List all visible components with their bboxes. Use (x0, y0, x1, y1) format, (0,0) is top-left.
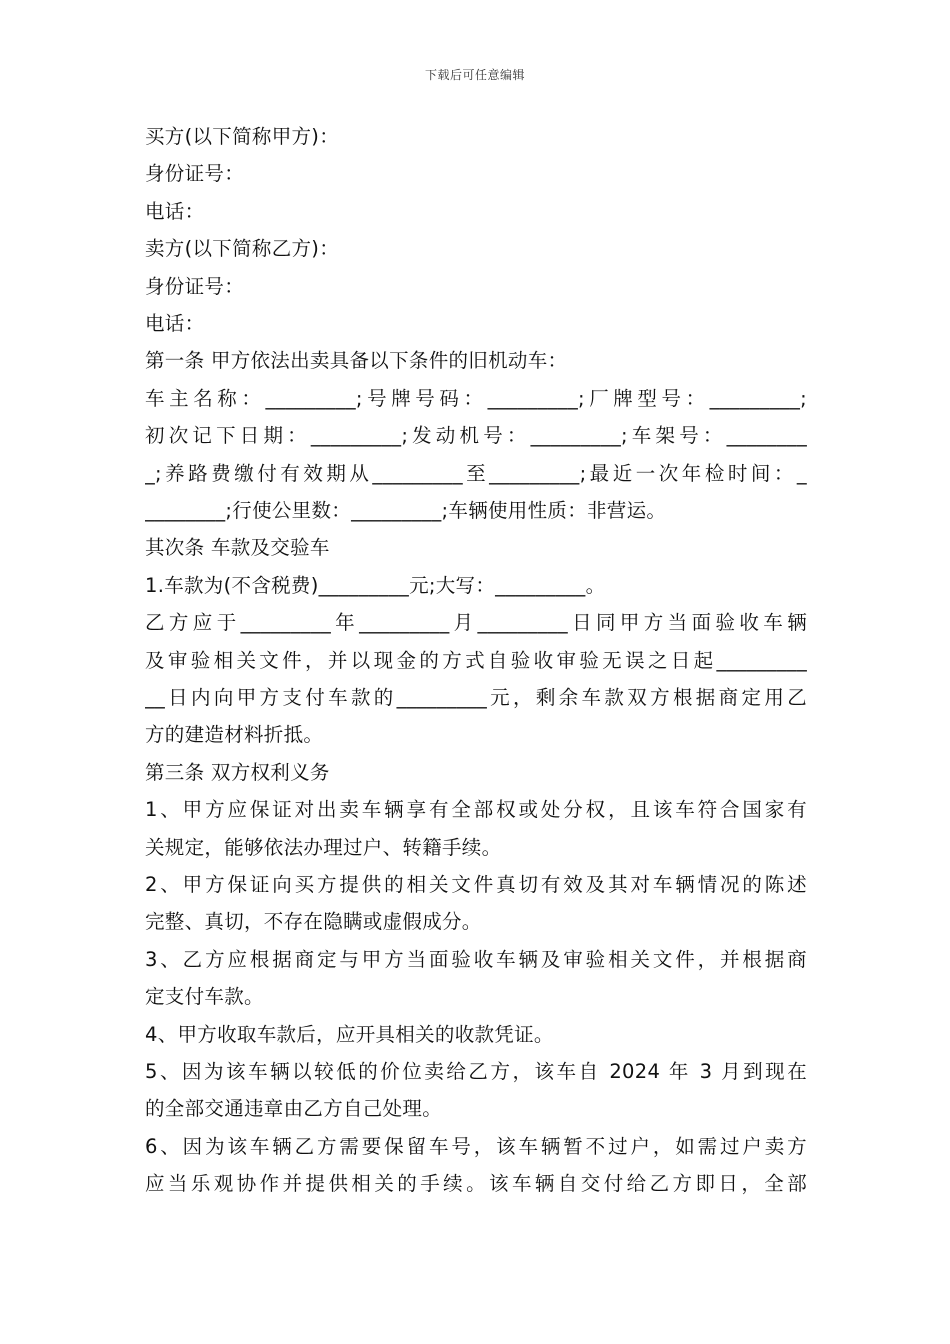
contract-line: 完整、真切，不存在隐瞒或虚假成分。 (145, 910, 482, 934)
contract-line: 4、甲方收取车款后，应开具相关的收款凭证。 (145, 1022, 554, 1046)
contract-line: __日内向甲方支付车款的_________元，剩余车款双方根据商定用乙 (145, 686, 807, 710)
contract-line: 3、乙方应根据商定与甲方当面验收车辆及审验相关文件，并根据商 (145, 947, 807, 971)
contract-body (145, 118, 807, 1203)
contract-line: 电话： (145, 199, 205, 223)
contract-line: 第三条 双方权利义务 (145, 760, 330, 784)
contract-line: _;养路费缴付有效期从_________至_________;最近一次年检时间：_ (145, 461, 807, 485)
contract-line: 初次记下日期：_________;发动机号：_________;车架号：________ (145, 424, 807, 448)
contract-line: 卖方(以下简称乙方)： (145, 237, 340, 261)
contract-line: 身份证号： (145, 274, 245, 298)
contract-line: 1.车款为(不含税费)_________元;大写：_________。 (145, 573, 606, 597)
header-note: 下载后可任意编辑 (424, 68, 525, 82)
contract-line: 及审验相关文件，并以现金的方式自验收审验无误之日起_________ (145, 648, 807, 672)
contract-line: 6、因为该车辆乙方需要保留车号，该车辆暂不过户，如需过户卖方 (145, 1134, 807, 1158)
contract-line: 乙方应于_________年_________月_________日同甲方当面验收车辆 (145, 611, 807, 635)
contract-line: 方的建造材料折抵。 (145, 723, 324, 747)
contract-line: 第一条 甲方依法出卖具备以下条件的旧机动车： (145, 349, 568, 373)
contract-line: 买方(以下简称甲方)： (145, 125, 340, 148)
contract-line: 应当乐观协作并提供相关的手续。该车辆自交付给乙方即日，全部 (145, 1172, 807, 1196)
contract-line: 的全部交通违章由乙方自己处理。 (145, 1097, 443, 1121)
contract-line: 身份证号： (145, 162, 245, 186)
contract-line: 定支付车款。 (145, 985, 264, 1009)
contract-line: 2、甲方保证向买方提供的相关文件真切有效及其对车辆情况的陈述 (145, 873, 807, 897)
contract-line: 其次条 车款及交验车 (145, 536, 330, 560)
contract-line: 关规定，能够依法办理过户、转籍手续。 (145, 835, 502, 859)
contract-line: 1、甲方应保证对出卖车辆享有全部权或处分权，且该车符合国家有 (145, 798, 807, 822)
contract-line: 5、因为该车辆以较低的价位卖给乙方，该车自 2024 年 3 月到现在 (145, 1060, 807, 1084)
contract-line: 电话： (145, 312, 205, 336)
contract-line: ________;行使公里数：_________;车辆使用性质：非营运。 (145, 499, 667, 523)
contract-line: 车主名称：_________;号牌号码：_________;厂牌型号：_________; (145, 386, 807, 410)
